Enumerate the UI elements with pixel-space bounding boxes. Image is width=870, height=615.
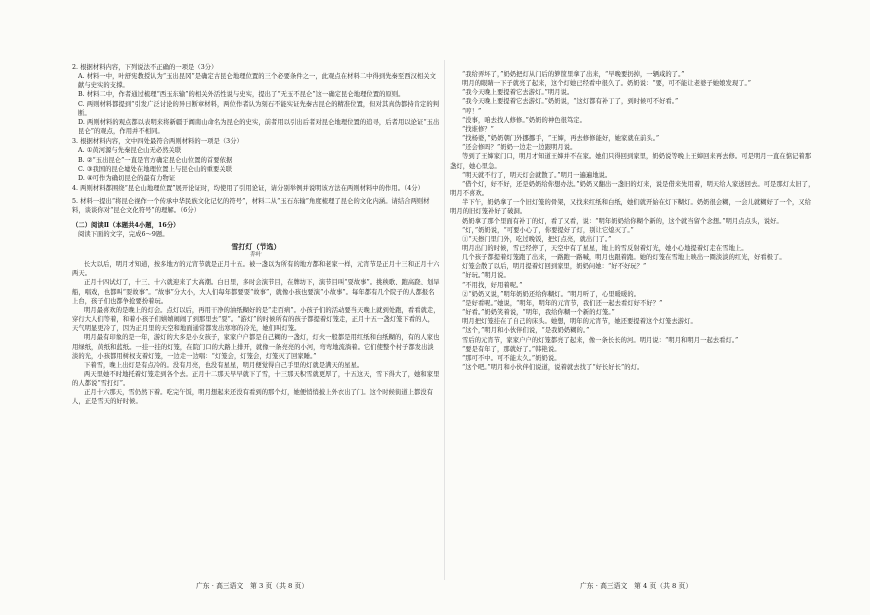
story-paragraph: 等到了王婶家门口，明月才知道王婶并不在家。她们只得回到家里，奶奶说等晚上王婶回来再去修。可是明月一直在惦记着那盏灯，她心里急。 — [450, 153, 812, 170]
story-paragraph: 正月十四试灯了，十三、十六就迎来了大高潮。白日里，多时会演节目，在牌坊下，演节目叫“耍故事”。挑秧歌、跑高跷、划旱船，唱戏，也都叫“耍故事”。“故事”分大小，大人们每年都要耍“故事”，就像小孩也要演“小故事”。每年都有几个院子的人都报名上台，孩子们也都争抢要扮着玩。 — [72, 279, 440, 305]
story-paragraph: ②“奶奶又说，”明年奶奶还给你糊灯。“明月听了，心里暖暖的。 — [462, 290, 641, 298]
section-instructions: 阅读下面的文字，完成6～9题。 — [78, 230, 169, 238]
story-paragraph: “我今天晚上要提着它去游灯。”明月说。 — [462, 89, 574, 97]
story-author: 乔叶 — [250, 251, 262, 258]
question-3-option-c: C. ③我国的昆仑墟处在地理位置上与昆仑山的重要关联 — [78, 165, 233, 173]
story-paragraph: “明天就不行了，明天灯会就散了。”明月一遍遍地说。 — [462, 171, 612, 179]
story-paragraph: 长大以后，明月才知道，按多地方的元宵节就是正月十五。被一盏以为所有的地方都和老家一样，元宵节是正月十三和正月十六两天。 — [72, 261, 440, 278]
page-footer-left: 广东 · 高三语文 第 3 页（共 8 页） — [196, 582, 309, 590]
story-paragraph: 半下午，奶奶拿了一个旧灯笼的骨架，又找来红纸和白纸，她们就开始在灯下糊灯。奶奶很会糊，一会儿就糊好了一个，又给明月的旧灯笼补好了破洞。 — [450, 199, 812, 216]
story-paragraph: 明月出门的时候，雪已经停了，天空中有了星星，地上的雪反射着灯光，她小心地提着灯走在雪地上。 — [462, 244, 748, 252]
page-footer-right: 广东 · 高三语文 第 4 页（共 8 页） — [580, 582, 693, 590]
story-paragraph: “找杨婆，”奶奶朝门外挪挪手，“王婶，再去修修能好，她家就在前头。” — [462, 135, 660, 143]
story-paragraph: “哼！” — [462, 107, 482, 115]
question-2-option-a: A. 材料一中，叶舒宪教授认为“玉出昆冈”是确定古昆仑地理位置的三个必要条件之一，此观点在材料二中得到先秦至西汉相关文献与史实的支撑。 — [78, 73, 436, 90]
story-paragraph: ①“天擦门里门外，吃过晚饭，把灯点亮，就出门了。” — [462, 235, 612, 243]
story-title: 雪打灯（节选） — [231, 241, 281, 251]
story-paragraph: 几个孩子都提着灯笼跑了出来，一路跑一路喊，明月也跟着跑。她的灯笼在雪地上映出一圈淡淡的红光，好看极了。 — [462, 254, 786, 262]
right-page-column — [450, 70, 815, 372]
story-paragraph: “没事，咱去找人修修。”奶奶的神色很笃定。 — [462, 116, 586, 124]
question-3-option-b: B. ②“玉出昆仑”一直是官方确定昆仑山位置的首要依据 — [78, 156, 233, 164]
story-paragraph: 下着雪，晚上出灯是有点冷的。没有月亮，也没有星星，明月便觉得自己手里的灯就是满天的星星。 — [84, 361, 364, 369]
story-paragraph: “好玩。”明月说。 — [462, 272, 510, 280]
story-paragraph: “那可不中。可不能太久。”奶奶说。 — [462, 354, 561, 362]
page-divider — [444, 60, 445, 580]
story-paragraph: “这个吧。”明月和小伙伴们说道，说着就去找了“好长好长”的灯。 — [462, 364, 644, 371]
story-paragraph: “我今天晚上要提着它去游灯。”奶奶说，“这灯都有补丁了，到时候可不好看。” — [462, 98, 679, 106]
question-2-option-d: D. 两则材料的观点都以表明来将新疆于阗南山命名为昆仑的史实，前者用以引出后者对昆仑地理位置的追寻，后者用以论证“玉出昆仑”的观点，作用并不相同。 — [78, 118, 440, 136]
question-2-stem: 2. 根据材料内容，下列说法不正确的一项是（3分） — [72, 64, 218, 71]
question-2-option-b: B. 材料二中，作者通过梳理“西玉东输”的相关外活性说与史实，提出了“无玉不昆仑”这一确定昆仑地理位置的原则。 — [78, 91, 405, 99]
story-paragraph: 明月把灯笼挂在了自己的床头。她想，明年的元宵节，她还要提着这个灯笼去游灯。 — [462, 318, 697, 326]
question-3-stem: 3. 根据材料内容，文中四处最符合两则材料的一项是（3分） — [72, 138, 243, 146]
story-paragraph: “要是有年了，那就好了。”韩艳说。 — [462, 345, 561, 353]
story-paragraph: 明月最喜欢的是晚上的灯会。点灯以后，再用干净的油纸糊好的是“走百病”。小孩子们的活动要当天晚上就到处跑，看看就走，穿行大人们等着，和着小孩子们嬉嬉闹闹了到那里去“耍”。“游灯”的时候所有的孩子都提着灯笼走，正月十五一盏灯笼下看的人，天气明显更冷了，因为正月里的天空和地面通常都发出寒寒的冷光，她们叫灯笼。 — [72, 306, 440, 333]
story-paragraph: 奶奶拿了那个里面有补丁的灯，看了又看，说：“明年奶奶给你糊个新的，这个就当留个念想。”明月点点头，说好。 — [462, 217, 783, 225]
story-paragraph: “好看。”奶奶笑着说，“明年，我给你糊一个新的灯笼。” — [462, 309, 615, 317]
story-paragraph: “是好看呢。”她说，“明年，明年的元宵节，我们还一起去看灯好不好？” — [462, 299, 663, 307]
story-paragraph: “灯，”奶奶说，“可要小心了，你要提好了灯，别让它熄灭了。” — [462, 226, 634, 234]
story-paragraph: 明月最有印象的是一年，游灯的大多是小女孩子，家家户户都是自己糊的一盏灯，灯火一般都是用红纸和白纸糊的，有的人家也用绿纸，黄纸和蓝纸。一挂一挂的灯笼，在院门口的大路上排开，就像一条亮亮的小河，弯弯地流淌着。它们使整个村子都发出淡淡的光，小孩都用树杈支着灯笼，一边走一边唱：“灯笼会，灯笼会，灯笼灭了回家睡。” — [72, 334, 440, 360]
story-paragraph: “不用找，好用着呢。” — [462, 281, 523, 289]
story-paragraph: 灯笼会散了以后，明月提着灯回到家里，奶奶问她：“好不好玩？” — [462, 263, 647, 271]
story-paragraph: “我给弄坏了，”奶奶把灯从门后的箩筐里拿了出来，“早晚要扔掉，一辆咸的了。” — [462, 71, 685, 78]
question-2-option-c: C. 两则材料都提到“引发广泛讨论的异日断章材料，两位作者认为刻石不能实证先秦古昆仑的精准位置，但对其真伪都持肯定的判断。 — [78, 100, 440, 117]
story-paragraph: 正月十六那天，雪仍然下着。吃完午饭，明月想起来还没有看到的那个灯，她便悄悄披上外衣出了门。这个时候街道上都没有人，正是雪天的好时候。 — [72, 389, 434, 406]
left-page-column — [72, 62, 440, 407]
story-paragraph: “还会修吗？”奶奶一边走一边跟明月说。 — [462, 144, 577, 152]
question-4: 4. 两则材料都围绕“昆仑山地理位置”展开论证时，均使用了引用论证，请分别举例并说明该方法在两则材料中的作用。（4分） — [72, 185, 424, 193]
story-paragraph: “借个灯，好不好，还是奶奶给你想办法。”奶奶又翻出一盏旧的灯来，说是借来先用着，明天给人家送回去。可是那灯太旧了，明月不喜欢。 — [450, 180, 815, 198]
story-paragraph: 明月的眼睛一下子就亮了起来，这个灯她已经看中很久了。奶奶说：“要，可不能让老婆子她娘发现了。” — [462, 80, 751, 88]
question-3-option-d: D. ④可作为确切昆仑的最有力物证 — [78, 174, 176, 182]
story-paragraph: 雪后的元宵节，家家户户的灯笼都亮了起来，像一条长长的河。明月说：“明月和明月一起去看灯。” — [462, 336, 739, 344]
story-paragraph: “找谁修？” — [462, 125, 494, 133]
story-paragraph: “这个，”明月和小伙伴们说，“是我奶奶糊的。” — [462, 327, 590, 335]
section-heading: （二）阅读Ⅱ（本题共4小题，16分） — [72, 221, 180, 229]
question-3-option-a: A. ①黄河源与先秦昆仑山无必然关联 — [78, 147, 182, 155]
question-5: 5. 材料一提出“将昆仑视作一个传承中华民族文化记忆的符号”，材料二从“玉石东输”角度梳理了昆仑的文化内涵。请结合两则材料，谈谈你对“昆仑文化符号”的理解。（6分） — [72, 198, 430, 215]
story-paragraph: 两天里她不时地托着灯笼走到各个去。正月十二那天早早就下了雪，十三那天积雪就更厚了，十五这天，雪下得大了，她和家里的人都说“雪打灯”。 — [72, 371, 440, 388]
